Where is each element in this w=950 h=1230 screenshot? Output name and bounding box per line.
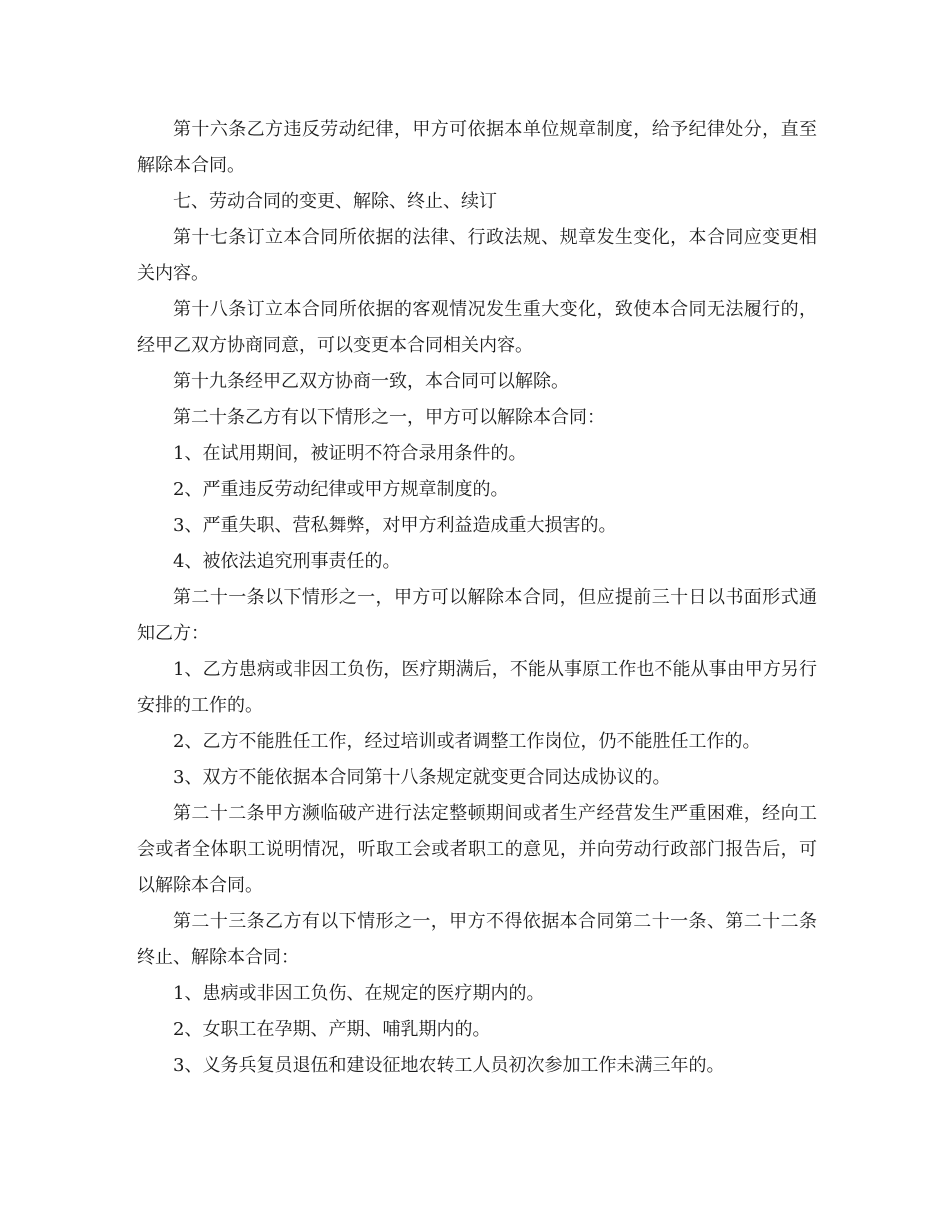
paragraph: 第二十二条甲方濒临破产进行法定整顿期间或者生产经营发生严重困难，经向工会或者全体职工说明情况，听取工会或者职工的意见，并向劳动行政部门报告后，可以解除本合同。 <box>137 803 817 896</box>
paragraph: 第十七条订立本合同所依据的法律、行政法规、规章发生变化，本合同应变更相关内容。 <box>137 227 817 284</box>
list-item: 3、双方不能依据本合同第十八条规定就变更合同达成协议的。 <box>173 767 671 788</box>
paragraph: 第十八条订立本合同所依据的客观情况发生重大变化，致使本合同无法履行的，经甲乙双方协商同意，可以变更本合同相关内容。 <box>137 299 817 356</box>
list-item: 1、在试用期间，被证明不符合录用条件的。 <box>173 443 527 464</box>
list-item: 1、乙方患病或非因工负伤，医疗期满后，不能从事原工作也不能从事由甲方另行安排的工作的。 <box>137 659 817 716</box>
paragraph: 第二十三条乙方有以下情形之一，甲方不得依据本合同第二十一条、第二十二条终止、解除本合同： <box>137 911 817 968</box>
list-item: 2、严重违反劳动纪律或甲方规章制度的。 <box>173 479 509 500</box>
list-item: 4、被依法追究刑事责任的。 <box>173 551 401 572</box>
list-item: 2、乙方不能胜任工作，经过培训或者调整工作岗位，仍不能胜任工作的。 <box>173 731 761 752</box>
contract-text <box>137 112 817 1084</box>
paragraph: 第十九条经甲乙双方协商一致，本合同可以解除。 <box>173 371 569 392</box>
paragraph: 第十六条乙方违反劳动纪律，甲方可依据本单位规章制度，给予纪律处分，直至解除本合同。 <box>137 119 817 176</box>
paragraph: 第二十一条以下情形之一，甲方可以解除本合同，但应提前三十日以书面形式通知乙方： <box>137 587 817 644</box>
paragraph: 第二十条乙方有以下情形之一，甲方可以解除本合同： <box>173 407 605 428</box>
list-item: 1、患病或非因工负伤、在规定的医疗期内的。 <box>173 983 545 1004</box>
list-item: 2、女职工在孕期、产期、哺乳期内的。 <box>173 1019 491 1040</box>
list-item: 3、义务兵复员退伍和建设征地农转工人员初次参加工作未满三年的。 <box>173 1055 725 1076</box>
section-heading: 七、劳动合同的变更、解除、终止、续订 <box>173 191 497 212</box>
list-item: 3、严重失职、营私舞弊，对甲方利益造成重大损害的。 <box>173 515 617 536</box>
